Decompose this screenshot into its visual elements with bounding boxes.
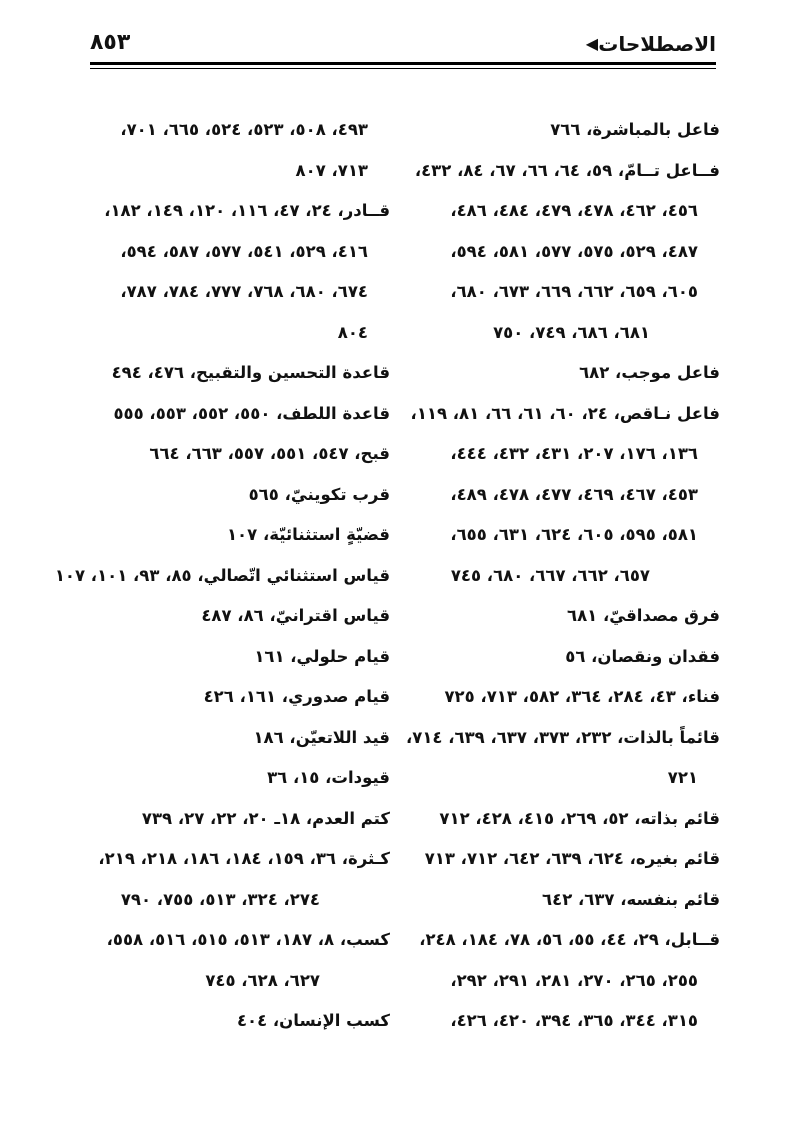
header-rule-thin [90,68,716,69]
index-entry: فاعل بالمباشرة، ٧٦٦ [550,120,720,139]
page-number: ٨٥٣ [90,30,131,55]
index-entry: ٨٠٤ [337,322,368,342]
index-entry: قضيّةٍ استثنائيّة، ١٠٧ [226,525,390,544]
index-entry: ٣١٥، ٣٤٤، ٣٦٥، ٣٩٤، ٤٢٠، ٤٢٦، [450,1011,698,1030]
index-column-right [405,110,720,1042]
index-entry: ٧١٣، ٨٠٧ [295,160,368,180]
index-entry: فرق مصداقيّ، ٦٨١ [567,606,720,625]
index-entry: قياس اقترانيّ، ٨٦، ٤٨٧ [201,606,390,625]
index-entry: قيد اللاتعيّن، ١٨٦ [253,727,390,747]
index-entry: فاعل نـاقص، ٢٤، ٦٠، ٦١، ٦٦، ٨١، ١١٩، [410,403,720,423]
index-entry: قاعدة اللطف، ٥٥٠، ٥٥٢، ٥٥٣، ٥٥٥ [113,403,390,423]
index-entry: كسب، ٨، ١٨٧، ٥١٣، ٥١٥، ٥١٦، ٥٥٨، [106,930,390,949]
index-entry: كسب الإنسان، ٤٠٤ [236,1011,390,1030]
index-entry: كـثرة، ٣٦، ١٥٩، ١٨٤، ١٨٦، ٢١٨، ٢١٩، [98,849,390,868]
index-entry: قيام صدوري، ١٦١، ٤٢٦ [203,687,390,706]
running-header [90,28,716,64]
header-rule-thick [90,62,716,65]
pointer-icon: ◀ [585,34,598,53]
index-entry: ٥٨١، ٥٩٥، ٦٠٥، ٦٢٤، ٦٣١، ٦٥٥، [450,525,698,544]
index-entry: ٤٥٦، ٤٦٢، ٤٧٨، ٤٧٩، ٤٨٤، ٤٨٦، [450,201,698,220]
index-entry: كتم العدم، ١٨ـ ٢٠، ٢٢، ٢٧، ٧٣٩ [141,808,390,828]
index-entry: ١٣٦، ١٧٦، ٢٠٧، ٤٣١، ٤٣٢، ٤٤٤، [450,444,698,463]
index-entry: قائم بذاته، ٥٢، ٢٦٩، ٤١٥، ٤٢٨، ٧١٢ [439,808,720,828]
index-entry: ٤٥٣، ٤٦٧، ٤٦٩، ٤٧٧، ٤٧٨، ٤٨٩، [450,484,698,504]
index-entry: ٤٩٣، ٥٠٨، ٥٢٣، ٥٢٤، ٦٦٥، ٧٠١، [120,120,368,139]
index-entry: فقدان ونقصان، ٥٦ [565,646,720,666]
index-entry: ٢٧٤، ٣٢٤، ٥١٣، ٧٥٥، ٧٩٠ [120,889,320,909]
index-entry: قــادر، ٢٤، ٤٧، ١١٦، ١٢٠، ١٤٩، ١٨٢، [104,201,390,220]
index-entry: ٦٧٤، ٦٨٠، ٧٦٨، ٧٧٧، ٧٨٤، ٧٨٧، [120,282,368,301]
index-entry: قيام حلولي، ١٦١ [254,646,390,666]
index-column-left [54,110,390,1042]
index-entry: قائماً بالذات، ٢٣٢، ٣٧٣، ٦٣٧، ٦٣٩، ٧١٤، [405,727,720,747]
index-entry: فاعل موجب، ٦٨٢ [579,363,720,382]
index-entry: ٦٥٧، ٦٦٢، ٦٦٧، ٦٨٠، ٧٤٥ [450,565,650,585]
index-entry: ٤٨٧، ٥٢٩، ٥٧٥، ٥٧٧، ٥٨١، ٥٩٤، [450,241,698,261]
index-entry: قــابل، ٢٩، ٤٤، ٥٥، ٥٦، ٧٨، ١٨٤، ٢٤٨، [419,930,720,949]
index-entry: قيودات، ١٥، ٣٦ [267,768,390,787]
index-entry: ٢٥٥، ٢٦٥، ٢٧٠، ٢٨١، ٢٩١، ٢٩٢، [450,970,698,990]
index-entry: قائم بنفسه، ٦٣٧، ٦٤٢ [542,889,720,909]
index-entry: فــاعل تــامّ، ٥٩، ٦٤، ٦٦، ٦٧، ٨٤، ٤٣٢، [414,160,720,180]
index-entry: ٦٨١، ٦٨٦، ٧٤٩، ٧٥٠ [493,322,650,342]
index-entry: قبح، ٥٤٧، ٥٥١، ٥٥٧، ٦٦٣، ٦٦٤ [149,444,390,463]
index-entry: ٤١٦، ٥٢٩، ٥٤١، ٥٧٧، ٥٨٧، ٥٩٤، [120,241,368,261]
index-entry: قياس استثنائي اتّصالي، ٨٥، ٩٣، ١٠١، ١٠٧ [54,565,390,585]
index-entry: فناء، ٤٣، ٢٨٤، ٣٦٤، ٥٨٢، ٧١٣، ٧٢٥ [444,687,720,706]
index-entry: قرب تكوينيّ، ٥٦٥ [248,484,390,504]
header-title: الاصطلاحات [598,32,716,56]
index-entry: قاعدة التحسين والتقبيح، ٤٧٦، ٤٩٤ [111,363,390,382]
index-entry: ٦٢٧، ٦٢٨، ٧٤٥ [205,970,320,990]
index-entry: قائم بغيره، ٦٢٤، ٦٣٩، ٦٤٢، ٧١٢، ٧١٣ [424,849,720,868]
index-entry: ٦٠٥، ٦٥٩، ٦٦٢، ٦٦٩، ٦٧٣، ٦٨٠، [450,282,698,301]
index-entry: ٧٢١ [667,768,698,787]
